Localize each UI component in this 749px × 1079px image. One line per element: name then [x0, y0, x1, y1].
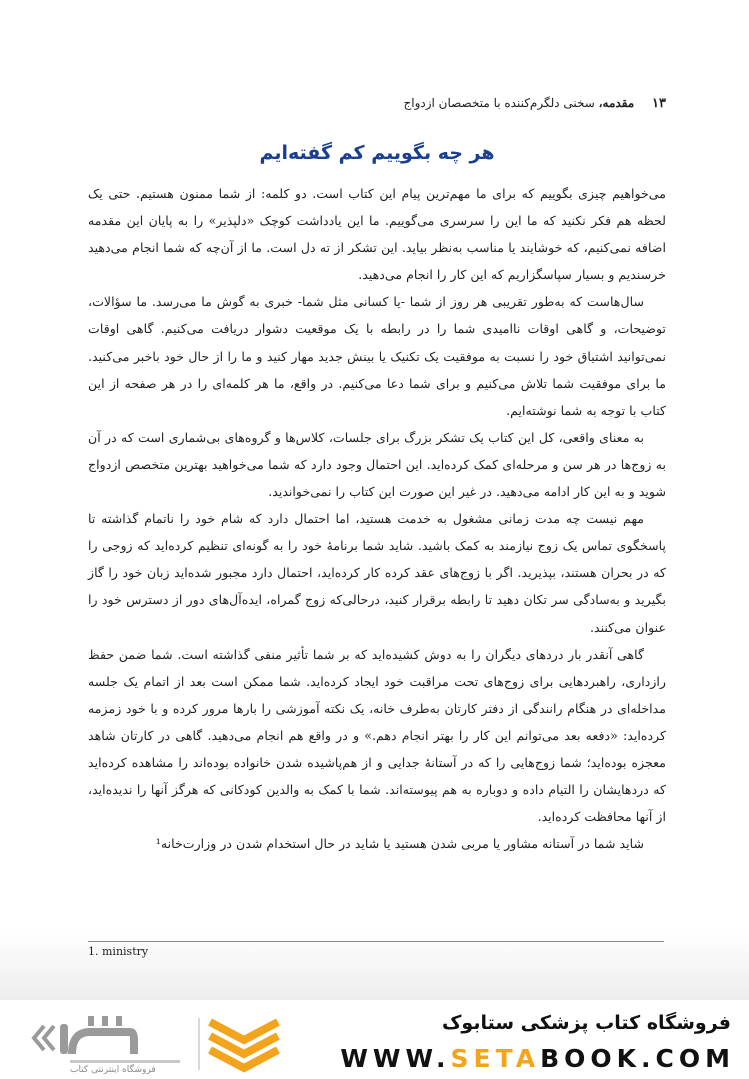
footnote: 1. ministry: [88, 945, 149, 958]
paragraph-3: به معنای واقعی، کل این کتاب یک تشکر بزرگ برای جلسات، کلاس‌ها و گروه‌های بی‌شماری است که در آن به زوج‌ها در هر سن و مرحله‌ای کمک کرده‌اید. این احتمال وجود دارد که شما می‌خواهید بهترین متخصص ازدواج شوید و به این کار ادامه می‌دهید. در غیر این صورت این کتاب را نمی‌خواندید.: [88, 429, 666, 500]
paragraph-6: شاید شما در آستانه مشاور یا مربی شدن هستید یا شاید در حال استخدام شدن در وزارت‌خانه¹: [155, 836, 644, 852]
header-section-label: مقدمه،: [598, 96, 635, 110]
paragraph-4: مهم نیست چه مدت زمانی مشغول به خدمت هستید، اما احتمال دارد که شام خود را ناتمام گذاشته تا پاسخگوی تماس یک زوج نیازمند به کمک باشید. شاید شما برنامهٔ خود را به گونه‌ای تنظیم کرده‌اید که زوجی را که در بحران هستند، بپذیرید. اگر با زوج‌های عقد کرده کار کرده‌اید، احتمال دارد مجبور شده‌اید زبان خود را گاز بگیرید و به‌سادگی سر تکان دهید تا رابطه برقرار کنید، درحالی‌که زوج گمراه، ایده‌آل‌های دور از دسترس خود را عنوان می‌کنند.: [88, 511, 666, 635]
url-accent: SETA: [450, 1044, 541, 1073]
header-section-title: سخنی دلگرم‌کننده با متخصصان ازدواج: [403, 96, 595, 110]
url-suffix: BOOK.COM: [540, 1044, 735, 1073]
paragraph-2: سال‌هاست که به‌طور تقریبی هر روز از شما -یا کسانی مثل شما- خبری به گوش ما می‌رسد. ما سؤالات، توضیحات، و گاهی اوقات ناامیدی شما را در رابطه با یک موقعیت دشوار دریافت می‌کنیم. گاهی اوقات نمی‌توانید اشتیاق خود را نسبت به موفقیت یک تکنیک یا بینش جدید مهار کنید و ما را از حال خود باخبر می‌کنید. ما برای موفقیت شما تلاش می‌کنیم و برای شما دعا می‌کنیم. در واقع، ما هر کلمه‌ای را در هر صفحه از این کتاب با توجه به شما نوشته‌ایم.: [88, 294, 666, 418]
url-prefix: WWW.: [340, 1044, 451, 1073]
chapter-title: هر چه بگوییم کم گفته‌ایم: [259, 142, 495, 164]
setabook-logo: [30, 1014, 290, 1074]
paragraph-1: می‌خواهیم چیزی بگوییم که برای ما مهم‌ترین پیام این کتاب است. دو کلمه: از شما ممنون هستیم. حتی یک لحظه هم فکر نکنید که ما این را سرسری می‌گوییم. ما این یادداشت کوچک «دلپذیر» را به پایان این مقدمه اضافه نمی‌کنیم، که خوشایند یا مناسب به‌نظر بیاید. این تشکر از ته دل است. ما از آن‌چه که شما انجام می‌دهید خرسندیم و بسیار سپاسگزاریم که این کار را انجام می‌دهید.: [88, 186, 666, 283]
body-text: [88, 180, 666, 857]
logo-caption: فروشگاه اینترنتی کتاب: [70, 1065, 156, 1074]
page-number: ۱۳: [652, 96, 666, 111]
footnote-divider: [88, 941, 664, 942]
store-banner: [0, 1000, 749, 1079]
shop-url[interactable]: [340, 1044, 735, 1073]
shop-name: فروشگاه کتاب پزشکی ستابوک: [441, 1012, 731, 1034]
running-header: [88, 96, 666, 111]
paragraph-5: گاهی آنقدر بار دردهای دیگران را به دوش کشیده‌اید که بر شما تأثیر منفی گذاشته است. شما ضمن حفظ رازداری، راهبردهایی برای زوج‌های تحت مراقبت خود ایجاد کرده‌اید. شما ممکن است بعد از اتمام یک جلسه مداخله‌ای در هنگام رانندگی از دفتر کارتان به‌طرف خانه، یک نکته آموزشی را بارها مرور کرده و با خود زمزمه کرده‌اید: «دفعه بعد می‌توانم این کار را بهتر انجام دهم.» و در واقع هم انجام می‌دهید. گاهی در کارتان شاهد معجزه بوده‌اید؛ شما زوج‌هایی را که در آستانهٔ جدایی و از هم‌پاشیده شدن خانواده بوده‌اند را مشاهده کرده‌اید که دردهایشان را التیام داده و دوباره به هم پیوسته‌اند. شما با کمک به والدین کودکانی که هرگز آنها را ندیده‌اید، از آنها محافظت کرده‌اید.: [88, 646, 666, 825]
